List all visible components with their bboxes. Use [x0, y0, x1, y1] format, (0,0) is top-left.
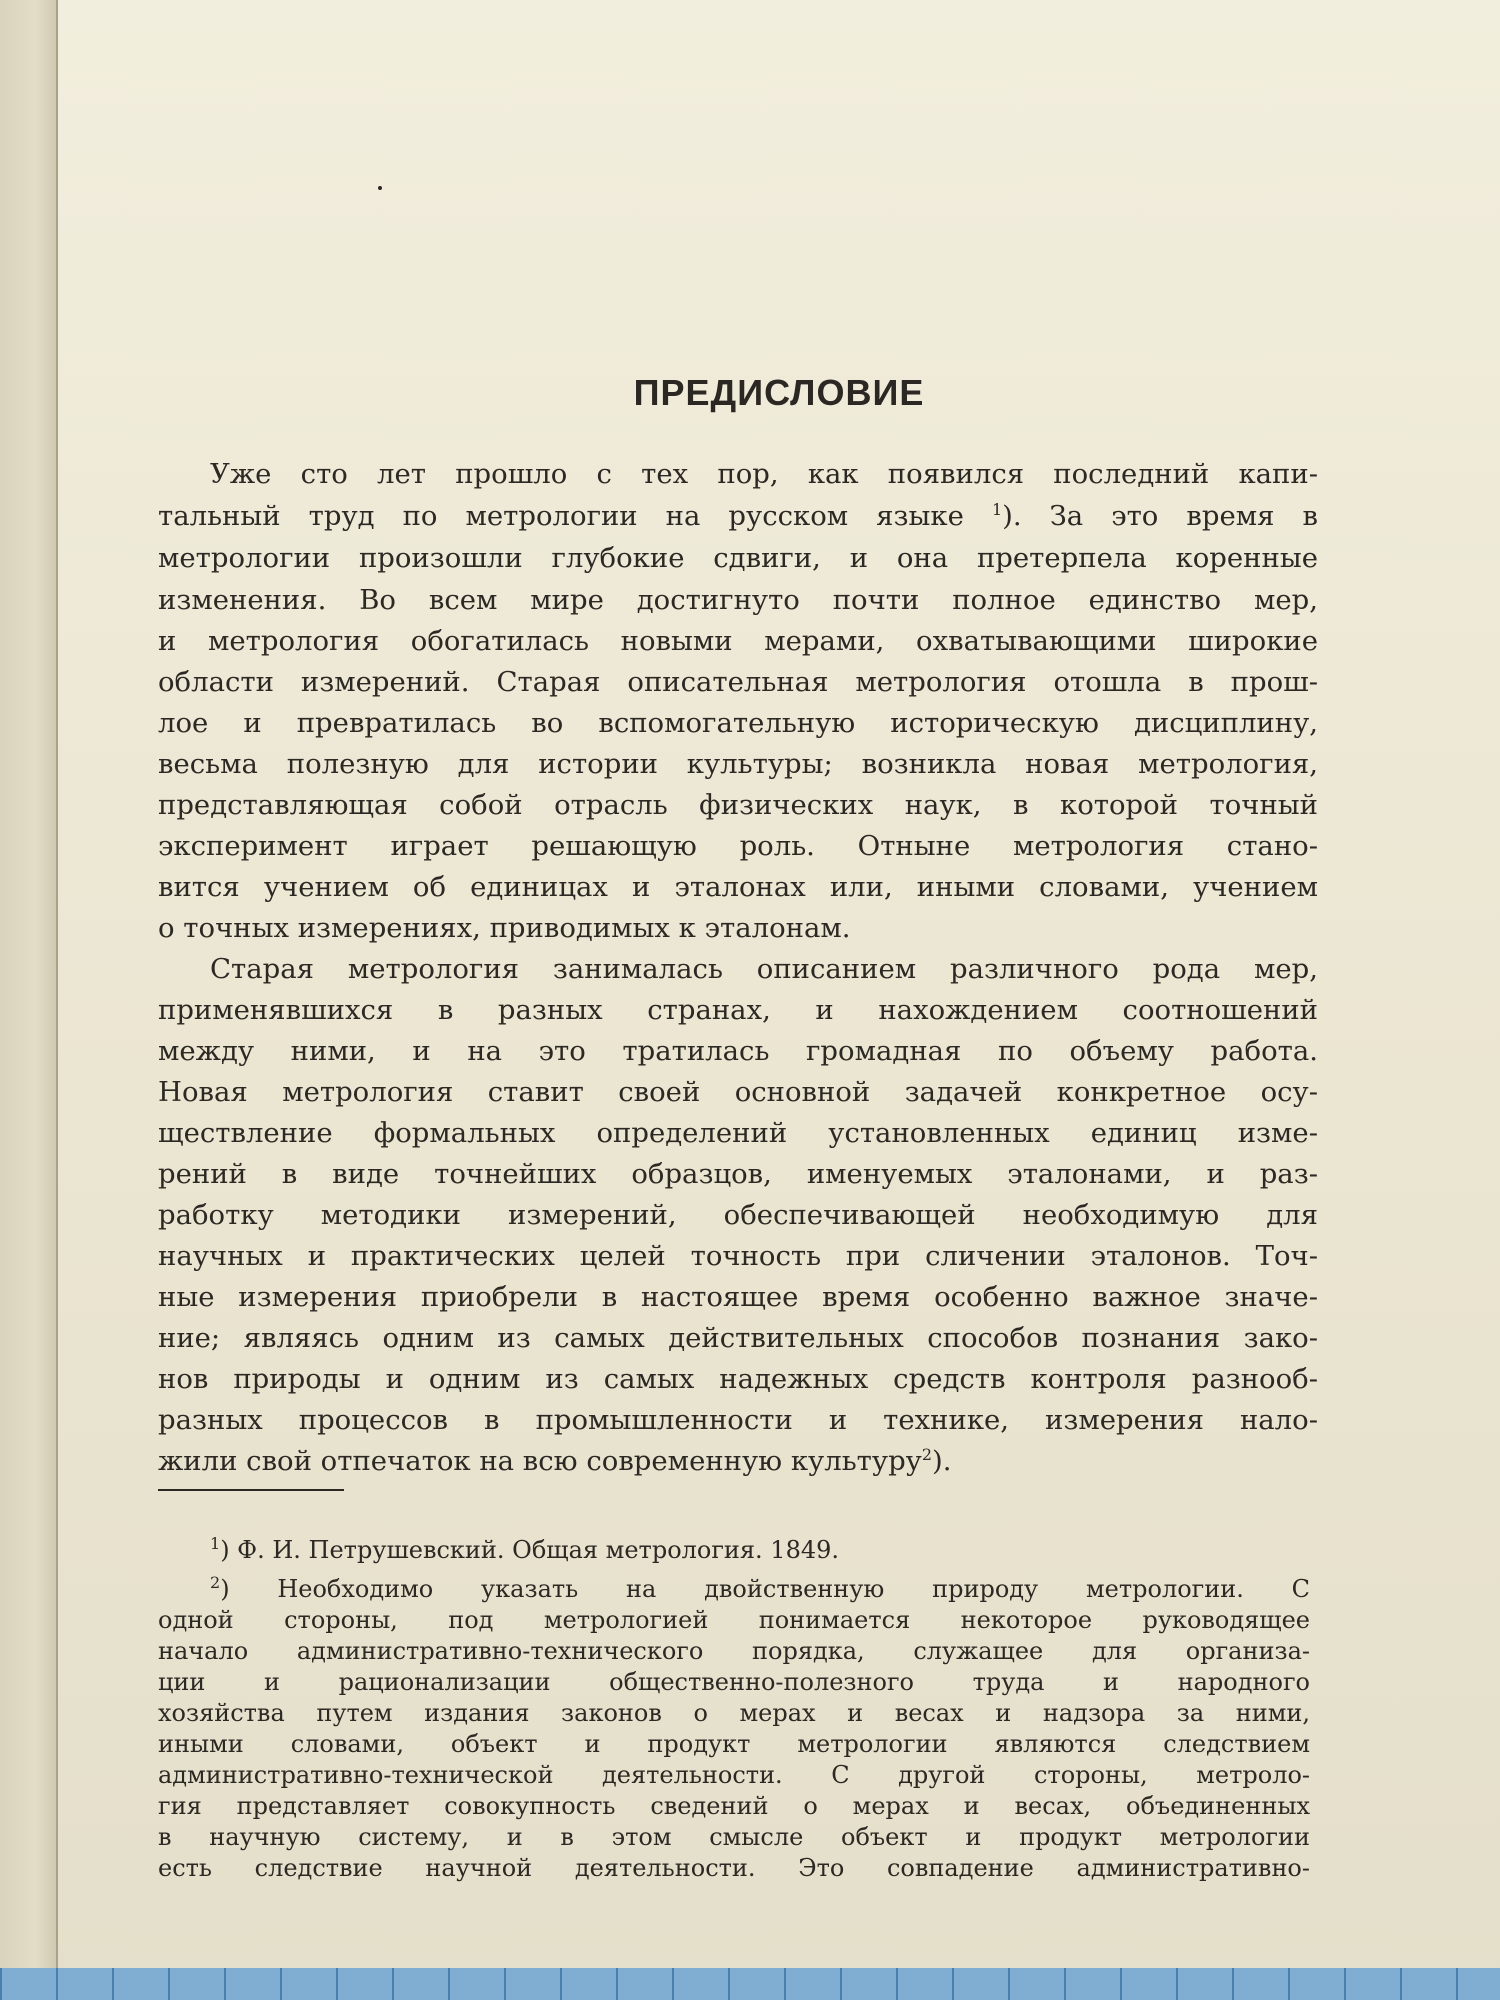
book-page — [58, 0, 1500, 2000]
text-line: лое и превратилась во вспомогательную историческую дисциплину, — [158, 707, 1318, 739]
footnote-line: есть следствие научной деятельности. Это совпадение административно- — [158, 1854, 1310, 1882]
footnote-line: в научную систему, и в этом смысле объект и продукт метрологии — [158, 1823, 1310, 1851]
background-surface — [0, 1968, 1500, 2000]
text-line: нов природы и одним из самых надежных средств контроля разнооб- — [158, 1363, 1318, 1395]
text-line: о точных измерениях, приводимых к эталонам. — [158, 912, 851, 944]
text-line: применявшихся в разных странах, и нахождением соотношений — [158, 994, 1318, 1026]
text-line: представляющая собой отрасль физических наук, в которой точный — [158, 789, 1318, 821]
text-line: вится учением об единицах и эталонах или, иными словами, учением — [158, 871, 1318, 903]
footnote-text: ) Ф. И. Петрушевский. Общая метрология. 1849. — [220, 1536, 840, 1564]
text-line: ние; являясь одним из самых действительных способов познания зако- — [158, 1322, 1318, 1354]
text-line: области измерений. Старая описательная метрология отошла в прош- — [158, 666, 1318, 698]
text-segment: ). — [932, 1445, 952, 1477]
text-line: научных и практических целей точность при сличении эталонов. Точ- — [158, 1240, 1318, 1272]
text-line: Уже сто лет прошло с тех пор, как появился последний капи- — [210, 458, 1318, 490]
text-line: разных процессов в промышленности и технике, измерения нало- — [158, 1404, 1318, 1436]
text-line: Старая метрология занималась описанием различного рода мер, — [210, 953, 1318, 985]
text-line: рений в виде точнейших образцов, именуемых эталонами, и раз- — [158, 1158, 1318, 1190]
text-line: метрологии произошли глубокие сдвиги, и она претерпела коренные — [158, 542, 1318, 574]
text-segment: ). За это время в — [1002, 500, 1319, 532]
footnote-line: начало административно-технического порядка, служащее для организа- — [158, 1637, 1310, 1665]
book-spine-shadow — [0, 0, 58, 2000]
footnote-line: ции и рационализации общественно-полезного труда и народного — [158, 1668, 1310, 1696]
text-line: Новая метрология ставит своей основной задачей конкретное осу- — [158, 1076, 1318, 1108]
text-line: работку методики измерений, обеспечивающей необходимую для — [158, 1199, 1318, 1231]
text-line: весьма полезную для истории культуры; возникла новая метрология, — [158, 748, 1318, 780]
footnote-line: одной стороны, под метрологией понимается некоторое руководящее — [158, 1606, 1310, 1634]
footnote-line: хозяйства путем издания законов о мерах и весах и надзора за ними, — [158, 1699, 1310, 1727]
footnote-ref-2[interactable]: 2 — [921, 1444, 933, 1464]
footnote-ref-1[interactable]: 1 — [991, 499, 1003, 519]
ink-speck — [378, 186, 382, 190]
footnote-1 — [210, 1536, 1310, 1564]
footnote-marker: 1 — [210, 1534, 221, 1553]
text-line: ществление формальных определений установленных единиц изме- — [158, 1117, 1318, 1149]
footnote-line: гия представляет совокупность сведений о мерах и весах, объединенных — [158, 1792, 1310, 1820]
text-segment: тальный труд по метрологии на русском языке — [158, 500, 964, 532]
footnote-separator — [158, 1489, 344, 1491]
footnote-marker: 2 — [210, 1573, 221, 1592]
text-line: изменения. Во всем мире достигнуто почти полное единство мер, — [158, 584, 1318, 616]
footnote-line: иными словами, объект и продукт метрологии являются следствием — [158, 1730, 1310, 1758]
text-line: между ними, и на это тратилась громадная по объему работа. — [158, 1035, 1318, 1067]
text-line — [158, 1445, 1318, 1477]
text-segment: жили свой отпечаток на всю современную культуру — [158, 1445, 922, 1477]
footnote-line: административно-технической деятельности. С другой стороны, метроло- — [158, 1761, 1310, 1789]
text-line: ные измерения приобрели в настоящее время особенно важное значе- — [158, 1281, 1318, 1313]
footnote-text: ) Необходимо указать на двойственную природу метрологии. С — [220, 1575, 1310, 1603]
text-line: и метрология обогатилась новыми мерами, охватывающими широкие — [158, 625, 1318, 657]
text-line: эксперимент играет решающую роль. Отныне метрология стано- — [158, 830, 1318, 862]
text-line — [158, 500, 1318, 532]
page-title: ПРЕДИСЛОВИЕ — [633, 372, 925, 413]
footnote-2 — [210, 1575, 1310, 1603]
